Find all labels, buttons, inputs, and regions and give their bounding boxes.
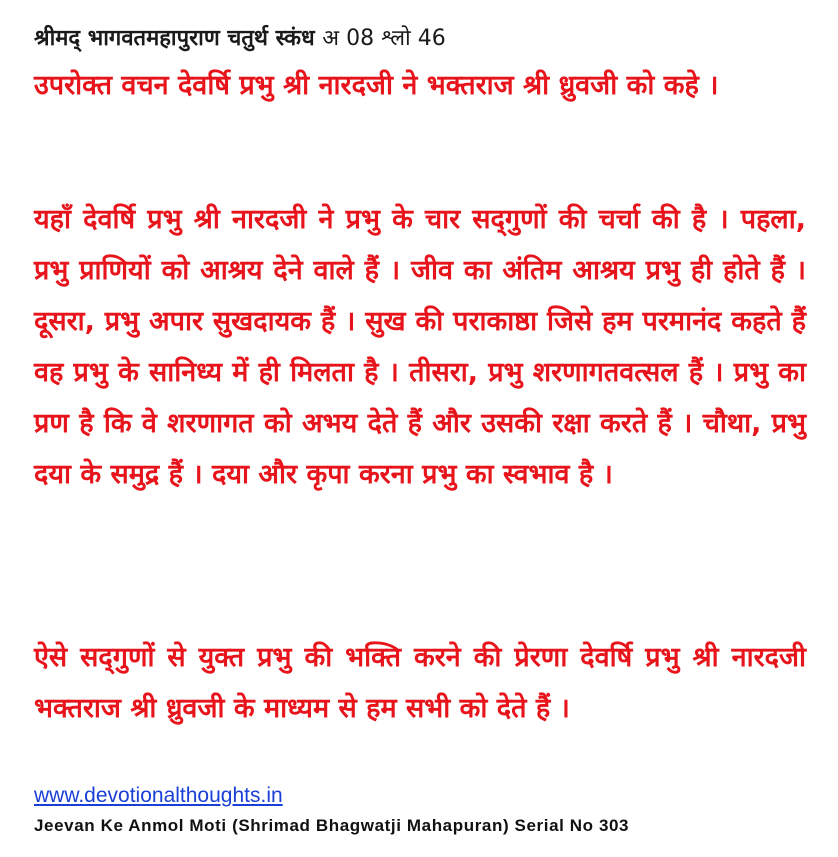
website-link[interactable]: www.devotionalthoughts.in — [34, 784, 283, 807]
footer-series-title: Jeevan Ke Anmol Moti (Shrimad Bhagwatji Mahapuran) Serial No 303 — [34, 816, 630, 835]
scripture-header — [34, 22, 446, 52]
paragraph-virtues: यहाँ देवर्षि प्रभु श्री नारदजी ने प्रभु के चार सद्‌गुणों की चर्चा की है । पहला, प्रभु प्राणियों को आश्रय देने वाले हैं । जीव का अंतिम आश्रय प्रभु ही होते हैं । दूसरा, प्रभु अपार सुखदायक हैं । सुख की पराकाष्ठा जिसे हम परमानंद कहते हैं वह प्रभु के सानिध्य में ही मिलता है । तीसरा, प्रभु शरणागतवत्सल हैं । प्रभु का प्रण है कि वे शरणागत को अभय देते हैं और उसकी रक्षा करते हैं । चौथा, प्रभु दया के समुद्र हैं । दया और कृपा करना प्रभु का स्वभाव है । — [34, 204, 806, 490]
paragraph-intro: उपरोक्त वचन देवर्षि प्रभु श्री नारदजी ने भक्तराज श्री ध्रुवजी को कहे । — [34, 70, 719, 101]
paragraph-conclusion: ऐसे सद्‌गुणों से युक्त प्रभु की भक्ति करने की प्रेरणा देवर्षि प्रभु श्री नारदजी भक्तराज श्री ध्रुवजी के माध्यम से हम सभी को देते हैं । — [34, 642, 806, 724]
verse-reference: अ 08 श्लो 46 — [322, 26, 446, 51]
scripture-title: श्रीमद् भागवतमहापुराण चतुर्थ स्कंध — [34, 26, 315, 51]
